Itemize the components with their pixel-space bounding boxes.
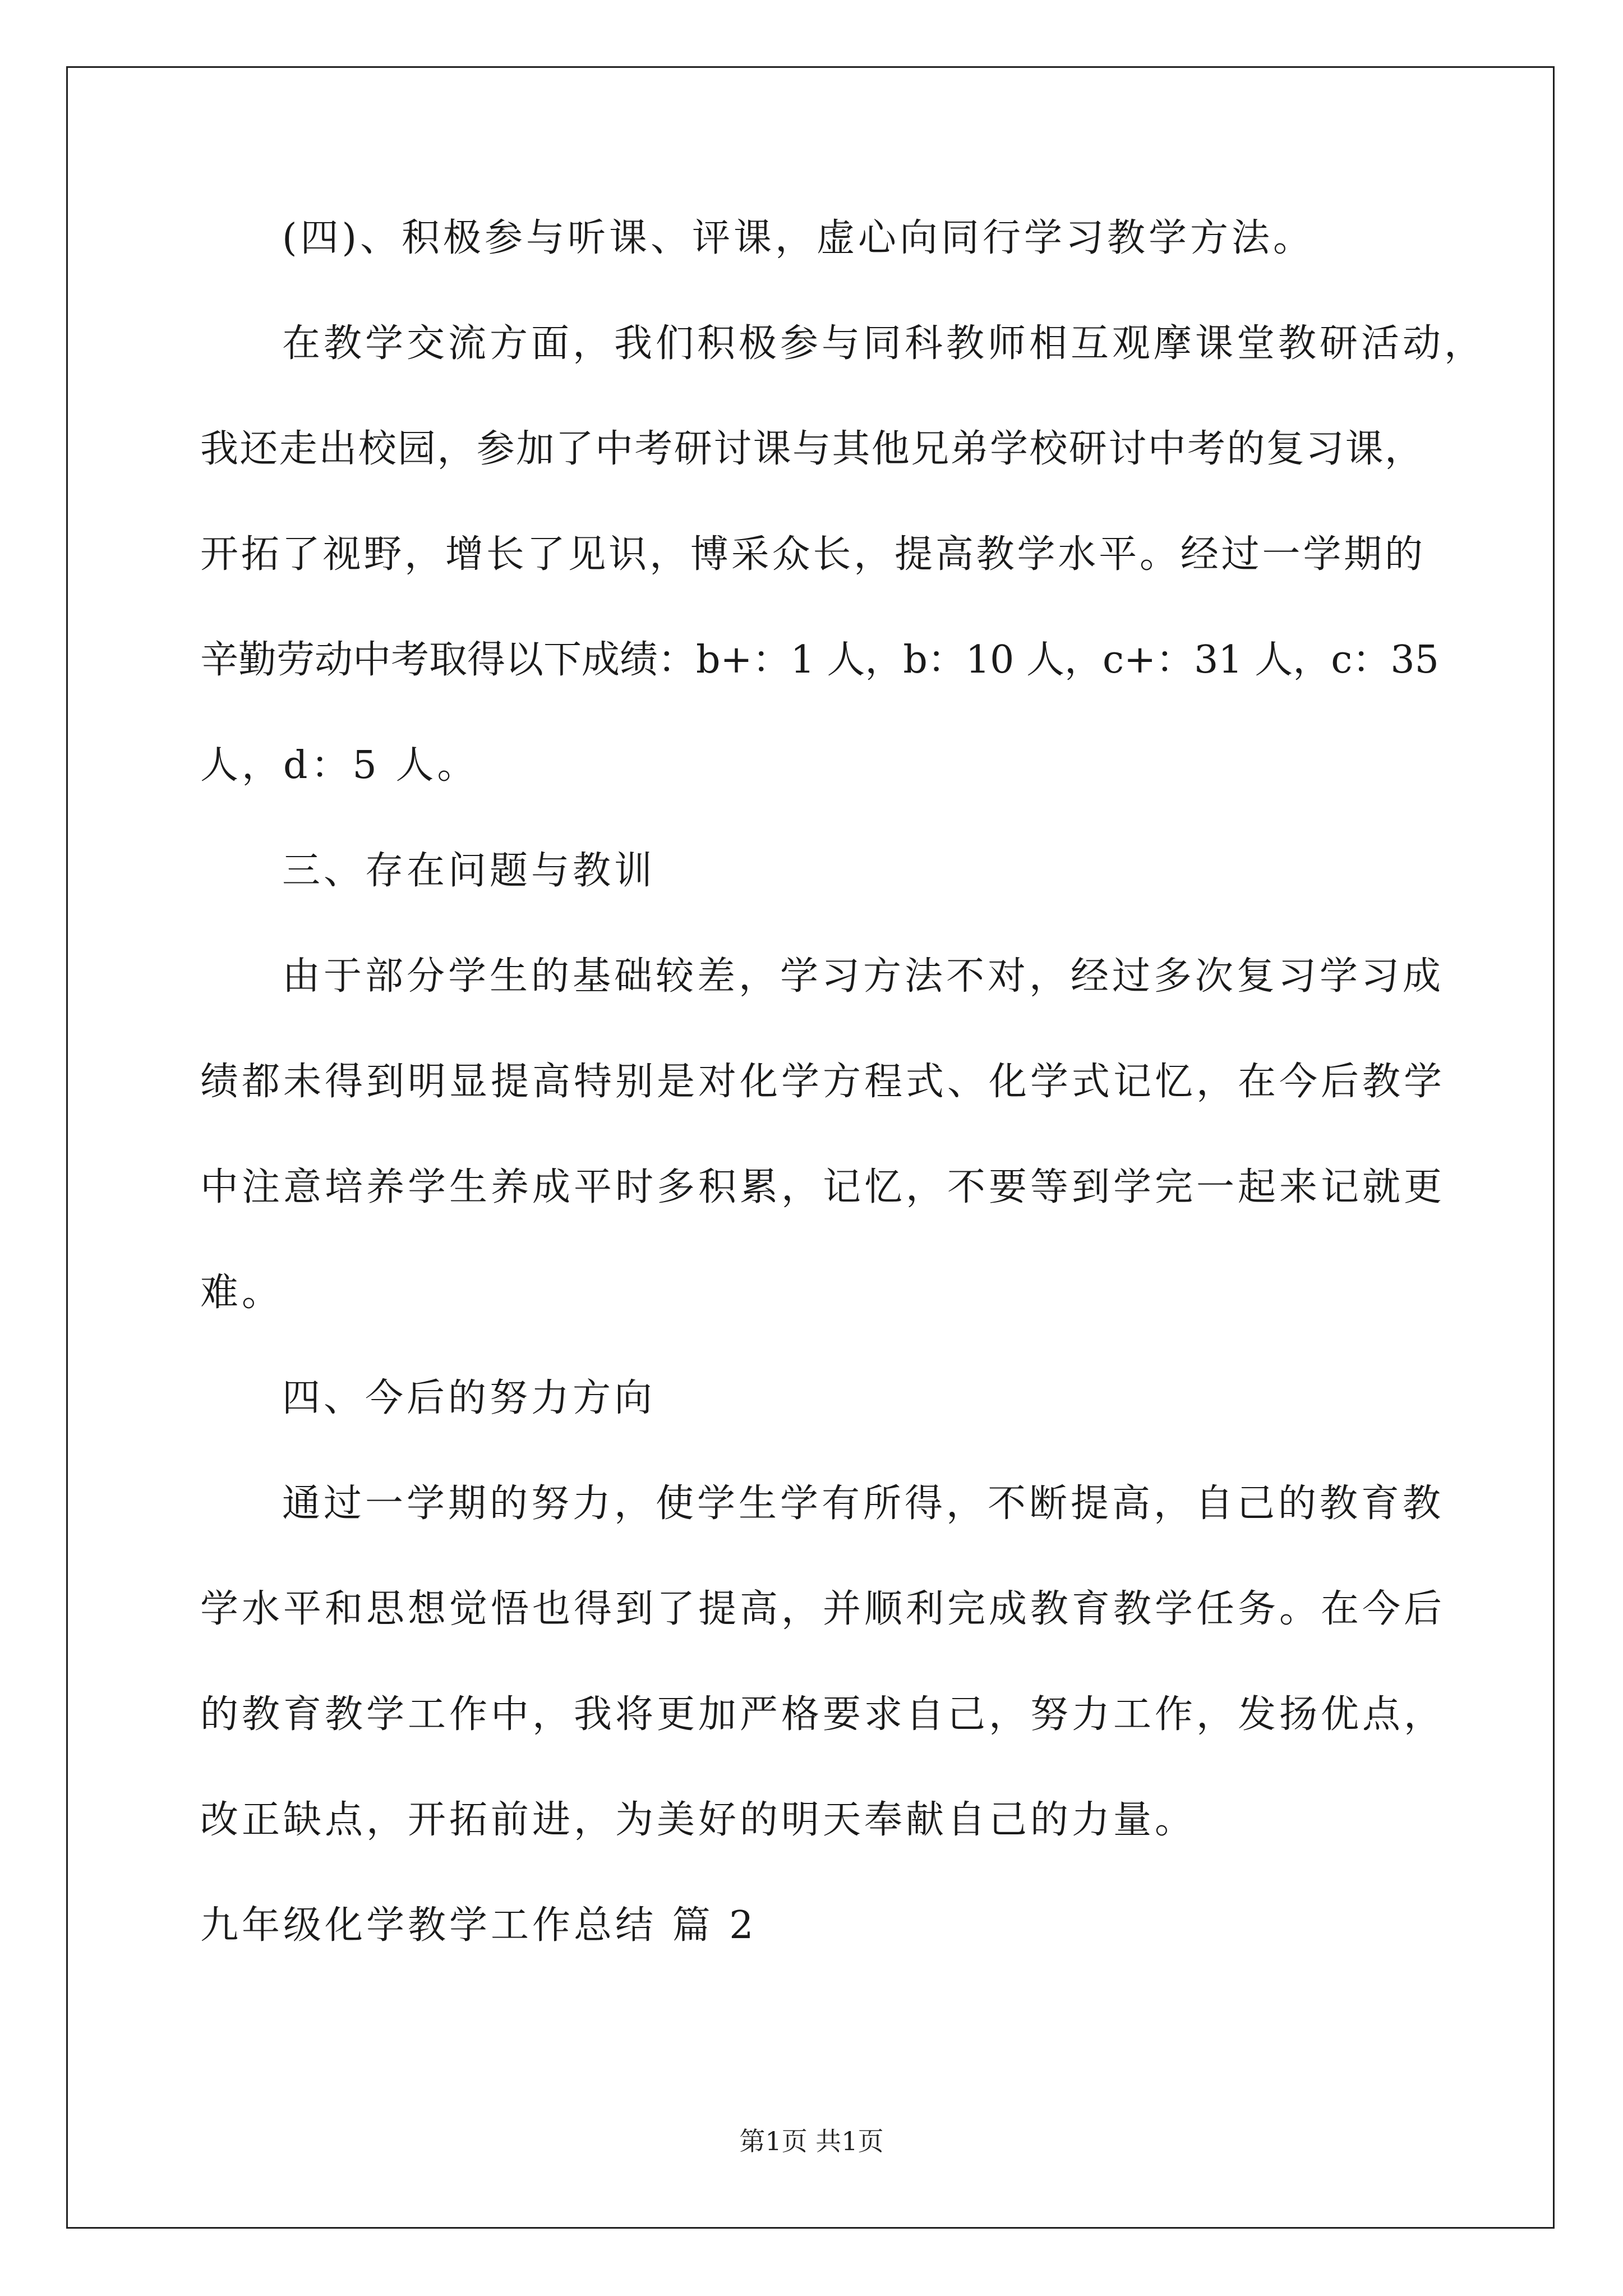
paragraph-line: 我还走出校园，参加了中考研讨课与其他兄弟学校研讨中考的复习课， [200, 427, 1423, 471]
page-number-footer: 第1页 共1页 [739, 2126, 884, 2156]
paragraph-line: 通过一学期的努力，使学生学有所得，不断提高，自己的教育教 [282, 1481, 1445, 1526]
paragraph-line: 中注意培养学生养成平时多积累，记忆，不要等到学完一起来记就更 [200, 1165, 1446, 1209]
section-heading-4: (四)、积极参与听课、评课，虚心向同行学习教学方法。 [282, 216, 1315, 260]
document-title-part-2: 九年级化学教学工作总结 篇 2 [200, 1903, 757, 1948]
paragraph-line: 难。 [200, 1271, 284, 1315]
paragraph-line: 人，d：5 人。 [200, 743, 479, 788]
paragraph-line: 在教学交流方面，我们积极参与同科教师相互观摩课堂教研活动， [282, 321, 1486, 366]
paragraph-line: 学水平和思想觉悟也得到了提高，并顺利完成教育教学任务。在今后 [200, 1587, 1446, 1631]
paragraph-line: 绩都未得到明显提高特别是对化学方程式、化学式记忆，在今后教学 [200, 1060, 1446, 1104]
section-heading-future: 四、今后的努力方向 [282, 1376, 656, 1420]
section-heading-problems: 三、存在问题与教训 [282, 849, 656, 893]
paragraph-line: 由于部分学生的基础较差，学习方法不对，经过多次复习学习成 [282, 954, 1445, 999]
paragraph-line: 辛勤劳动中考取得以下成绩：b+：1 人，b：10 人，c+：31 人，c：35 [200, 638, 1439, 682]
paragraph-line: 开拓了视野，增长了见识，博采众长，提高教学水平。经过一学期的 [200, 532, 1423, 577]
paragraph-line: 的教育教学工作中，我将更加严格要求自己，努力工作，发扬优点， [200, 1692, 1446, 1737]
paragraph-line: 改正缺点，开拓前进，为美好的明天奉献自己的力量。 [200, 1798, 1197, 1842]
